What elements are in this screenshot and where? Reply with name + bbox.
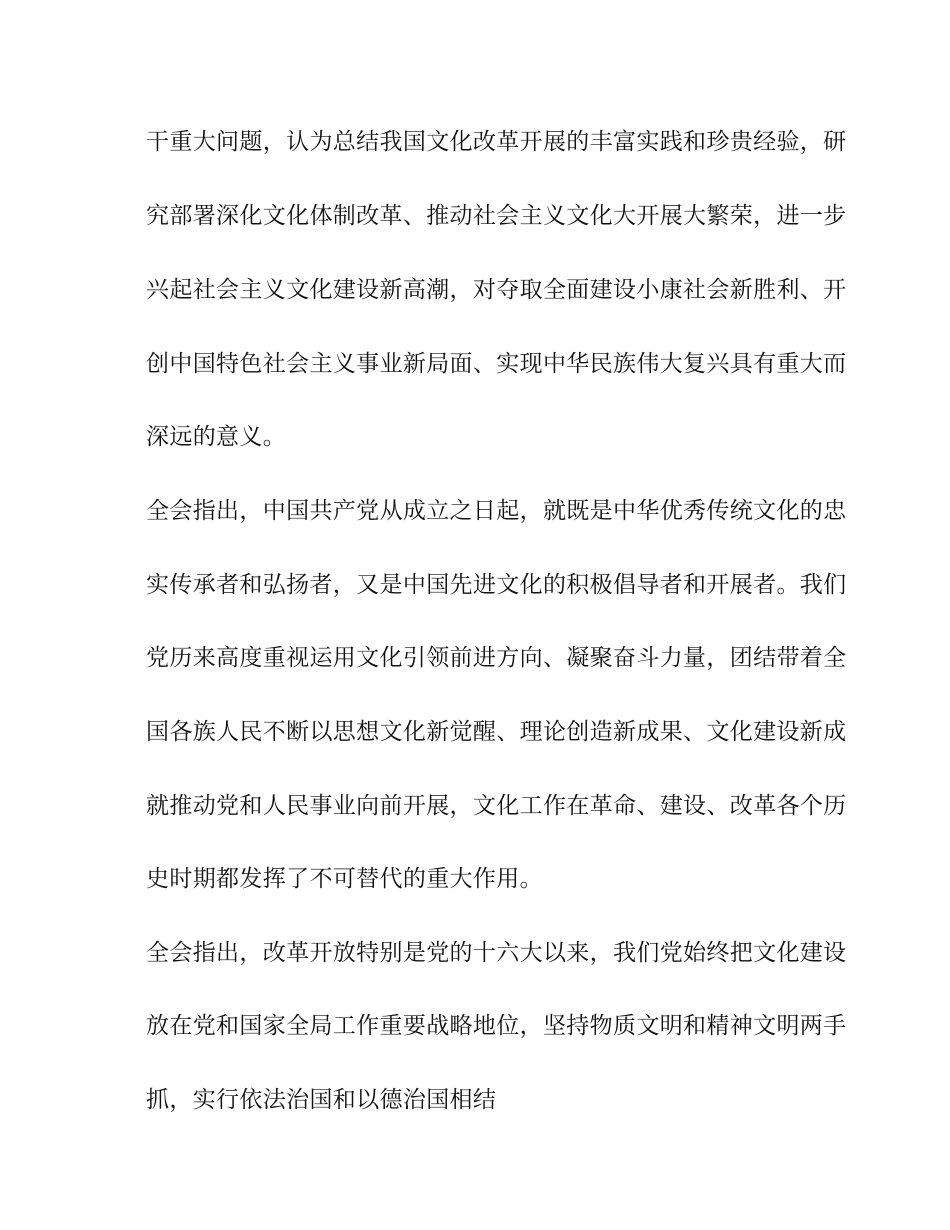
text-line: 全会指出，改革开放特别是党的十六大以来，我们党始终把文化建设	[146, 940, 847, 966]
text-line: 放在党和国家全局工作重要战略地位，坚持物质文明和精神文明两手	[146, 1013, 847, 1039]
text-line: 干重大问题，认为总结我国文化改革开展的丰富实践和珍贵经验，研	[146, 129, 847, 155]
text-line: 党历来高度重视运用文化引领前进方向、凝聚奋斗力量，团结带着全	[146, 645, 847, 671]
text-line: 创中国特色社会主义事业新局面、实现中华民族伟大复兴具有重大而	[146, 351, 847, 377]
text-line: 兴起社会主义文化建设新高潮，对夺取全面建设小康社会新胜利、开	[146, 277, 847, 303]
text-line: 史时期都发挥了不可替代的重大作用。	[146, 866, 543, 892]
text-line: 深远的意义。	[146, 424, 287, 450]
text-line: 实传承者和弘扬者，又是中国先进文化的积极倡导者和开展者。我们	[146, 572, 847, 598]
text-line: 究部署深化文化体制改革、推动社会主义文化大开展大繁荣，进一步	[146, 203, 847, 229]
text-line: 抓，实行依法治国和以德治国相结	[146, 1087, 497, 1113]
text-line: 国各族人民不断以思想文化新觉醒、理论创造新成果、文化建设新成	[146, 719, 847, 745]
text-line: 就推动党和人民事业向前开展，文化工作在革命、建设、改革各个历	[146, 793, 847, 819]
text-line: 全会指出，中国共产党从成立之日起，就既是中华优秀传统文化的忠	[146, 498, 847, 524]
